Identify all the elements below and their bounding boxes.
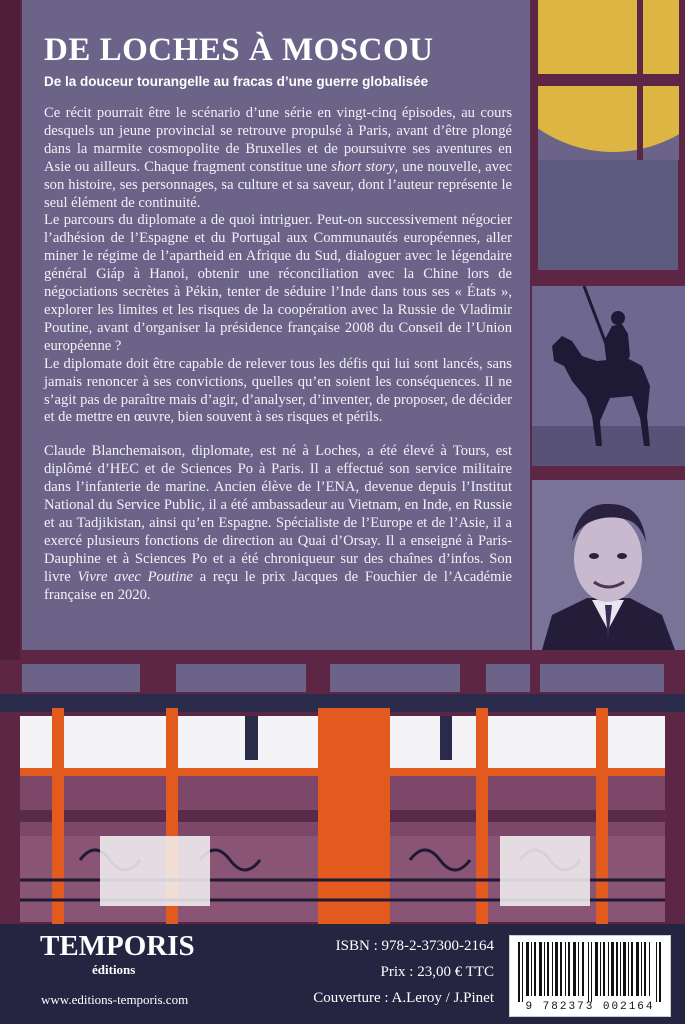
author-portrait-icon xyxy=(532,480,685,650)
book-title: DE LOCHES À MOSCOU xyxy=(44,32,434,68)
barcode-bars-icon xyxy=(510,940,670,1004)
left-frame xyxy=(0,0,20,700)
blurb-paragraph-2: Le parcours du diplomate a de quoi intriguer. Peut-on successivement négocier l’adhésion de l’Espagne et du Portugal aux Communautés européennes, aller miner le régime de l’apartheid en Afrique du Sud, dialoguer avec le légendaire général Giáp à Hanoi, obtenir une réconciliation avec la Chine lors de négociations secrètes à Pékin, tenter de séduire l’Inde dans tous ses « États », explorer les limites et les risques de la coopération avec la Russie de Vladimir Poutine, avant d’organiser la présidence française 2008 du Conseil de l’Union européenne ? xyxy=(44,212,512,354)
barcode-number: 9 782373 002164 xyxy=(525,1001,655,1013)
isbn-text: ISBN : 978-2-37300-2164 xyxy=(335,938,494,954)
price-text: Prix : 23,00 € TTC xyxy=(380,964,494,980)
barcode xyxy=(509,935,671,1017)
book-subtitle: De la douceur tourangelle au fracas d’une guerre globalisée xyxy=(44,74,429,89)
publisher-logo: TEMPORIS xyxy=(40,930,195,962)
blurb-paragraph-1: Ce récit pourrait être le scénario d’une série en vingt-cinq épisodes, au cours desquels un jeune provincial se retrouve propulsé à Paris, avant d’être plongé dans la marmite cosmopolite de Bruxelles et de poursuivre ses aventures en Asie ou ailleurs. Chaque fragment constitue une short story, une nouvelle, avec son histoire, ses personnages, sa culture et sa saveur, dont l’auteur représente le seul élément de continuité. xyxy=(44,105,513,211)
footer-bar xyxy=(0,924,685,1024)
cover-credit-text: Couverture : A.Leroy / J.Pinet xyxy=(313,990,494,1006)
blurb-paragraph-3: Le diplomate doit être capable de relever tous les défis qui lui sont lancés, sans jamais renoncer à ses convictions, quelles qu’en soient les conséquences. Il ne s’agit pas de paraître mais d’agir, d’analyser, d’inventer, de proposer, de décider et de mettre en œuvre, bien souvent à ses risques et périls. xyxy=(44,355,512,426)
building-facade-illustration xyxy=(0,660,685,924)
author-photo-panel xyxy=(532,480,685,650)
publisher-website[interactable]: www.editions-temporis.com xyxy=(41,992,189,1007)
right-panel-mid-upper xyxy=(538,160,678,270)
author-bio: Claude Blanchemaison, diplomate, est né à Loches, a été élevé à Tours, est diplômé d’HEC et de Sciences Po à Paris. Il a effectué son service militaire dans l’infanterie de marine. Ancien élève de l’ENA, devenue depuis l’Institut National du Service Public, il a été ambassadeur au Vietnam, en Inde, en Russie et au Tadjikistan, ainsi qu’en Espagne. Spécialiste de l’Europe et de l’Asie, il a exercé plusieurs fonctions de direction au Quai d’Orsay. Il a enseigné à Paris-Dauphine et à Sciences Po et a été chroniqueur sur des chaînes d’infos. Son livre Vivre avec Poutine a reçu le prix Jacques de Fouchier de l’Académie française en 2020. xyxy=(44,443,512,603)
window-frame-bars xyxy=(532,0,685,160)
knight-silhouette-icon xyxy=(532,286,685,466)
publisher-logo-sub: éditions xyxy=(92,962,136,977)
knight-panel xyxy=(532,286,685,466)
text-panel xyxy=(22,0,530,650)
